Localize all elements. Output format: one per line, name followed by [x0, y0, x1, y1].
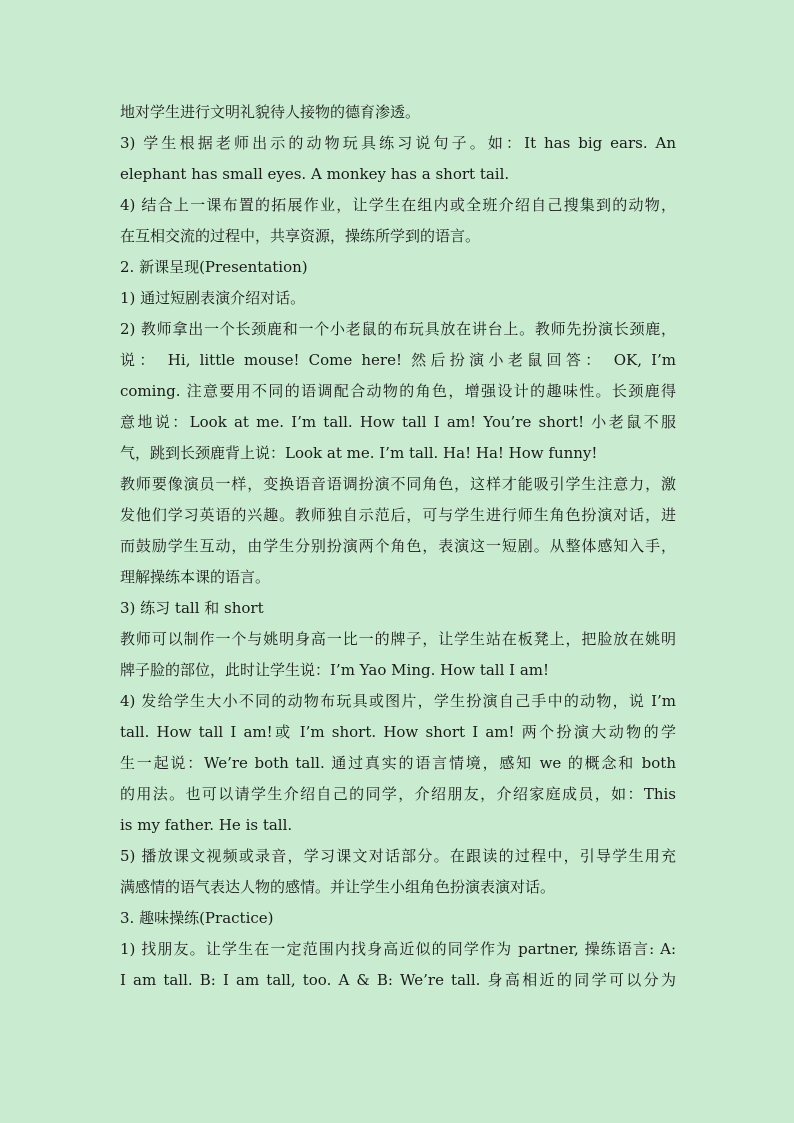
text-line: 2. 新课呈现(Presentation): [120, 258, 308, 276]
text-line: 说： Hi, little mouse! Come here! 然后扮演小老鼠回答： OK, I’m: [120, 351, 676, 369]
text-line: 牌子脸的部位，此时让学生说：I’m Yao Ming. How tall I am!: [120, 661, 550, 679]
text-line: 地对学生进行文明礼貌待人接物的德育渗透。: [120, 103, 421, 121]
text-line: 2) 教师拿出一个长颈鹿和一个小老鼠的布玩具放在讲台上。教师先扮演长颈鹿，: [120, 320, 676, 338]
text-line: 满感情的语气表达人物的感情。并让学生小组角色扮演表演对话。: [120, 878, 556, 896]
text-line: 4) 结合上一课布置的拓展作业，让学生在组内或全班介绍自己搜集到的动物，: [120, 196, 676, 214]
text-line: 3) 学生根据老师出示的动物玩具练习说句子。如：It has big ears. An: [120, 134, 676, 152]
text-line: 发他们学习英语的兴趣。教师独自示范后，可与学生进行师生角色扮演对话，进: [120, 506, 676, 524]
text-line: 1) 通过短剧表演介绍对话。: [120, 289, 306, 307]
text-line: 4) 发给学生大小不同的动物布玩具或图片，学生扮演自己手中的动物，说 I’m: [120, 692, 676, 710]
text-line: 的用法。也可以请学生介绍自己的同学，介绍朋友，介绍家庭成员，如：This: [120, 785, 676, 803]
text-line: 教师要像演员一样，变换语音语调扮演不同角色，这样才能吸引学生注意力，激: [120, 475, 676, 493]
text-line: 3. 趣味操练(Practice): [120, 909, 274, 927]
text-line: 3) 练习 tall 和 short: [120, 599, 264, 617]
text-line: 生一起说：We’re both tall. 通过真实的语言情境，感知 we 的概念和 both: [120, 754, 676, 772]
text-line: 气，跳到长颈鹿背上说：Look at me. I’m tall. Ha! Ha! How funny!: [120, 444, 598, 462]
text-line: 而鼓励学生互动，由学生分别扮演两个角色，表演这一短剧。从整体感知入手，: [120, 537, 676, 555]
text-line: 教师可以制作一个与姚明身高一比一的牌子，让学生站在板凳上，把脸放在姚明: [120, 630, 676, 648]
text-line: I am tall. B: I am tall, too. A & B: We’re tall. 身高相近的同学可以分为: [120, 971, 676, 989]
text-line: 意地说：Look at me. I’m tall. How tall I am! You’re short! 小老鼠不服: [120, 413, 676, 431]
document-body: [120, 97, 676, 996]
text-line: 5) 播放课文视频或录音，学习课文对话部分。在跟读的过程中，引导学生用充: [120, 847, 676, 865]
text-line: 在互相交流的过程中，共享资源，操练所学到的语言。: [120, 227, 481, 245]
document-page: [120, 97, 676, 996]
text-line: elephant has small eyes. A monkey has a short tail.: [120, 165, 510, 183]
text-line: 1) 找朋友。让学生在一定范围内找身高近似的同学作为 partner, 操练语言: A:: [120, 940, 676, 958]
text-line: tall. How tall I am!或 I’m short. How short I am! 两个扮演大动物的学: [120, 723, 676, 741]
text-line: 理解操练本课的语言。: [120, 568, 271, 586]
text-line: is my father. He is tall.: [120, 816, 293, 834]
text-line: coming. 注意要用不同的语调配合动物的角色，增强设计的趣味性。长颈鹿得: [120, 382, 676, 400]
